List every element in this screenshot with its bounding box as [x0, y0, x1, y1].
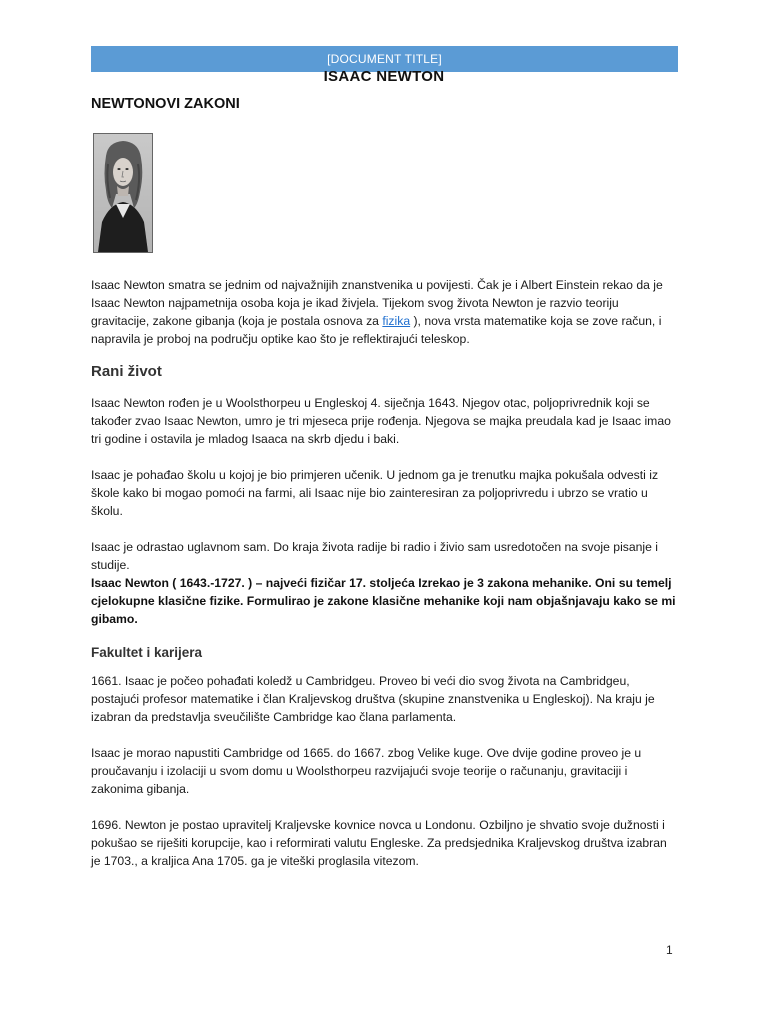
paragraph-alone: Isaac je odrastao uglavnom sam. Do kraja života radije bi radio i živio sam usredotočen na svoje pisanje i studije.: [91, 540, 659, 572]
document-body: [91, 276, 679, 870]
newton-portrait-image: [93, 133, 153, 253]
paragraph-birth: Isaac Newton rođen je u Woolsthorpeu u Engleskoj 4. siječnja 1643. Njegov otac, poljoprivrednik koji se također zvao Isaac Newton, umro je tri mjeseca prije rođenja. Njegova se majka preudala kad je Isaac imao tri godine i ostavila je mladog Isaaca na skrb djedu i baki.: [91, 396, 671, 446]
intro-paragraph: Isaac Newton smatra se jednim od najvažnijih znanstvenika u povijesti. Čak je i Albert Einstein rekao da je Isaac Newton najpametnija osoba koja je ikad živjela. Tijekom svog života Newton je razvio teoriju gravitacije, zakone gibanja (koja je postala osnova za fizika ), nova vrsta matematike koja se zove račun, i napravila je proboj na području optike kao što je reflektirajući teleskop.: [91, 278, 663, 346]
section-heading-rani-zivot: Rani život: [91, 363, 162, 380]
page-title: ISAAC NEWTON: [323, 68, 445, 85]
section-heading-fakultet: Fakultet i karijera: [91, 645, 203, 660]
document-title-header[interactable]: [DOCUMENT TITLE]: [91, 46, 678, 72]
page-subtitle: NEWTONOVI ZAKONI: [91, 96, 240, 112]
paragraph-laws-summary: Isaac Newton ( 1643.-1727. ) – najveći fizičar 17. stoljeća Izrekao je 3 zakona mehanike. Oni su temelj cjelokupne klasične fizike. Formulirao je zakone klasične mehanike koji nam objašnjavaju kako se mi gibamo.: [91, 576, 676, 626]
page-number: 1: [666, 943, 673, 957]
paragraph-school: Isaac je pohađao školu u kojoj je bio primjeren učenik. U jednom ga je trenutku majka pokušala odvesti iz škole kako bi mogao pomoći na farmi, ali Isaac nije bio zainteresiran za poljoprivredu i ubrzo se vratio u školu.: [91, 468, 659, 518]
paragraph-cambridge: 1661. Isaac je počeo pohađati koledž u Cambridgeu. Proveo bi veći dio svog života na Cambridgeu, postajući profesor matematike i član Kraljevskog društva (skupine znanstvenika u Engleskoj). Na kraju je izabran da predstavlja sveučilište Cambridge kao člana parlamenta.: [91, 674, 655, 724]
paragraph-mint: 1696. Newton je postao upravitelj Kraljevske kovnice novca u Londonu. Ozbiljno je shvatio svoje dužnosti i pokušao se riješiti korupcije, kao i reformirati valutu Engleske. Za predsjednika Kraljevskog društva izabran je 1703., a kraljica Ana 1705. ga je viteški proglasila vitezom.: [91, 818, 667, 868]
paragraph-plague: Isaac je morao napustiti Cambridge od 1665. do 1667. zbog Velike kuge. Ove dvije godine proveo je u proučavanju i izolaciji u svom domu u Woolsthorpeu razvijajući svoje teorije o računanju, gravitaciji i zakonima gibanja.: [91, 746, 642, 796]
fizika-link[interactable]: fizika: [382, 314, 411, 328]
